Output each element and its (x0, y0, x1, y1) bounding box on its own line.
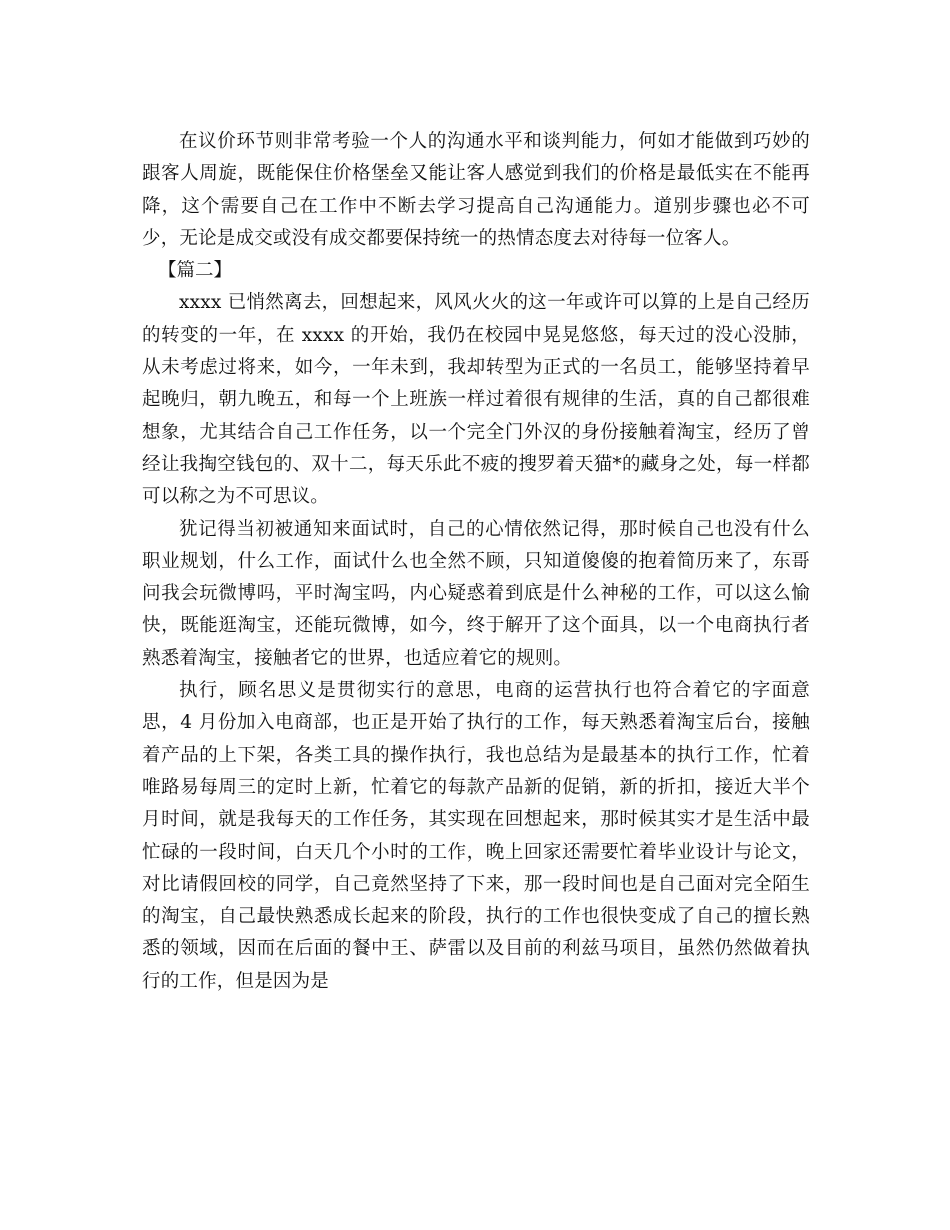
paragraph-negotiation: 在议价环节则非常考验一个人的沟通水平和谈判能力，何如才能做到巧妙的跟客人周旋，既能保住价格堡垒又能让客人感觉到我们的价格是最低实在不能再降，这个需要自己在工作中不断去学习提高自己沟通能力。道别步骤也必不可少，无论是成交或没有成交都要保持统一的热情态度去对待每一位客人。 (142, 131, 810, 249)
paragraph-execution: 执行，顾名思义是贯彻实行的意思，电商的运营执行也符合着它的字面意思，4 月份加入电商部，也正是开始了执行的工作，每天熟悉着淘宝后台，接触着产品的上下架，各类工具的操作执行，我也总结为是最基本的执行工作，忙着唯路易每周三的定时上新，忙着它的每款产品新的促销，新的折扣，接近大半个月时间，就是我每天的工作任务，其实现在回想起来，那时候其实才是生活中最忙碌的一段时间，白天几个小时的工作，晚上回家还需要忙着毕业设计与论文，对比请假回校的同学，自己竟然坚持了下来，那一段时间也是自己面对完全陌生的淘宝，自己最快熟悉成长起来的阶段，执行的工作也很快变成了自己的擅长熟悉的领域，因而在后面的餐中王、萨雷以及目前的利兹马项目，虽然仍然做着执行的工作，但是因为是 (142, 680, 810, 992)
document-page (142, 126, 810, 998)
section-heading: 【篇二】 (158, 260, 233, 282)
paragraph-interview: 犹记得当初被通知来面试时，自己的心情依然记得，那时候自己也没有什么职业规划，什么工作，面试什么也全然不顾，只知道傻傻的抱着简历来了，东哥问我会玩微博吗，平时淘宝吗，内心疑惑着到底是什么神秘的工作，可以这么愉快，既能逛淘宝，还能玩微博，如今，终于解开了这个面具，以一个电商执行者熟悉着淘宝，接触者它的世界，也适应着它的规则。 (142, 518, 810, 669)
paragraph-year-review: xxxx 已悄然离去，回想起来，风风火火的这一年或许可以算的上是自己经历的转变的一年，在 xxxx 的开始，我仍在校园中晃晃悠悠，每天过的没心没肺，从未考虑过将来，如今，一年未到，我却转型为正式的一名员工，能够坚持着早起晚归，朝九晚五，和每一个上班族一样过着很有规律的生活，真的自己都很难想象，尤其结合自己工作任务，以一个完全门外汉的身份接触着淘宝，经历了曾经让我掏空钱包的、双十二，每天乐此不疲的搜罗着天猫*的藏身之处，每一样都可以称之为不可思议。 (142, 292, 810, 508)
